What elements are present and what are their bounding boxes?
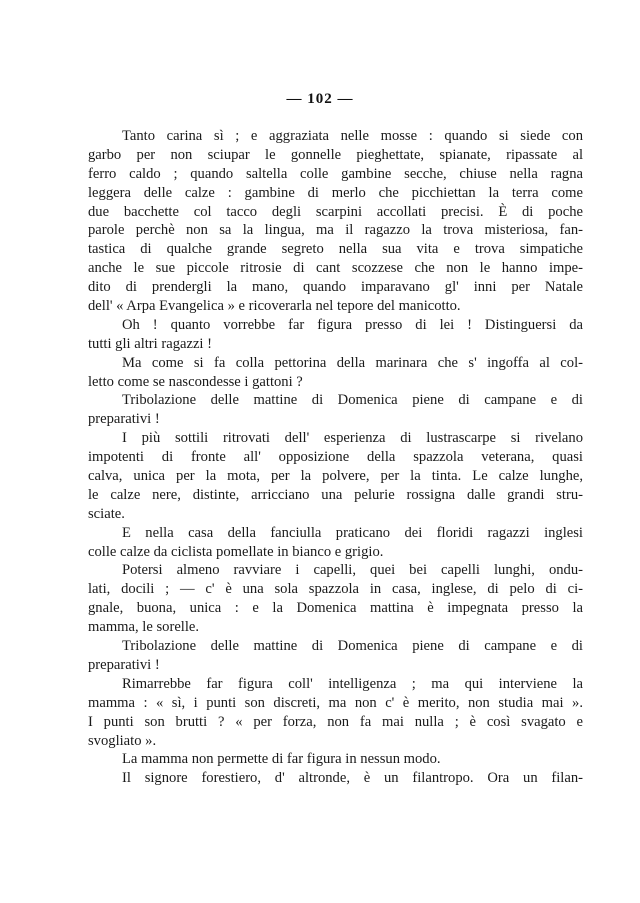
text-line: Potersi almeno ravviare i capelli, quei bei capelli lunghi, ondu- bbox=[122, 562, 583, 579]
text-line: due bacchette col tacco degli scarpini accollati precisi. È di poche bbox=[88, 203, 583, 220]
text-line: Tribolazione delle mattine di Domenica piene di campane e di bbox=[122, 638, 583, 655]
text-line: impotenti di fronte all' opposizione della spazzola veterana, quasi bbox=[88, 449, 583, 466]
text-line: Rimarrebbe far figura coll' intelligenza ; ma qui interviene la bbox=[122, 675, 583, 692]
text-line: anche le sue piccole ritrosie di cant scozzese che non le hanno impe- bbox=[88, 260, 583, 277]
text-line: lati, docili ; — c' è una sola spazzola in casa, inglese, di pelo di ci- bbox=[88, 581, 583, 598]
text-line: calva, unica per la mota, per la polvere, per la tinta. Le calze lunghe, bbox=[88, 468, 583, 485]
text-line: Tanto carina sì ; e aggraziata nelle mosse : quando si siede con bbox=[122, 128, 583, 144]
text-line: Il signore forestiero, d' altronde, è un filantropo. Ora un filan- bbox=[122, 770, 583, 787]
body-text bbox=[88, 127, 583, 788]
text-line: tastica di qualche grande segreto nella sua vita e trova simpatiche bbox=[88, 241, 583, 258]
text-line: parole perchè non sa la lingua, ma il ragazzo la trova misteriosa, fan- bbox=[88, 222, 583, 239]
text-line: garbo per non sciupar le gonnelle pieghettate, spianate, ripassate al bbox=[88, 146, 583, 163]
text-line: Ma come si fa colla pettorina della marinara che s' ingoffa al col- bbox=[122, 354, 583, 371]
text-line: I più sottili ritrovati dell' esperienza di lustrascarpe si rivelano bbox=[122, 430, 583, 447]
text-line: E nella casa della fanciulla praticano dei floridi ragazzi inglesi bbox=[122, 524, 583, 541]
text-line: leggera delle calze : gambine di merlo che picchiettan la terra come bbox=[88, 184, 583, 201]
text-line: mamma, le sorelle. bbox=[88, 619, 200, 636]
text-line: le calze nere, distinte, arricciano una pelurie rossigna dalle grandi stru- bbox=[88, 486, 583, 503]
page-number: — 102 — bbox=[286, 91, 354, 107]
text-line: I punti son brutti ? « per forza, non fa mai nulla ; è così svagato e bbox=[88, 713, 583, 730]
text-line: sciate. bbox=[88, 505, 125, 522]
text-line: preparativi ! bbox=[88, 656, 160, 673]
text-line: tutti gli altri ragazzi ! bbox=[88, 335, 212, 352]
text-line: letto come se nascondesse i gattoni ? bbox=[88, 373, 303, 390]
text-line: colle calze da ciclista pomellate in bianco e grigio. bbox=[88, 543, 384, 560]
text-line: svogliato ». bbox=[88, 732, 157, 749]
text-line: mamma : « sì, i punti son discreti, ma non c' è merito, non studia mai ». bbox=[88, 694, 583, 711]
text-line: Tribolazione delle mattine di Domenica piene di campane e di bbox=[122, 392, 583, 409]
text-line: Oh ! quanto vorrebbe far figura presso di lei ! Distinguersi da bbox=[122, 316, 583, 333]
text-line: La mamma non permette di far figura in nessun modo. bbox=[122, 751, 441, 768]
text-line: ferro caldo ; quando saltella colle gambine secche, chiuse nella ragna bbox=[88, 165, 583, 182]
text-line: dell' « Arpa Evangelica » e ricoverarla nel tepore del manicotto. bbox=[88, 298, 461, 315]
text-line: gnale, buona, unica : e la Domenica mattina è impegnata presso la bbox=[88, 600, 583, 617]
text-line: preparativi ! bbox=[88, 411, 160, 428]
text-line: dito di prendergli la mano, quando imparavano gl' inni per Natale bbox=[88, 279, 583, 296]
